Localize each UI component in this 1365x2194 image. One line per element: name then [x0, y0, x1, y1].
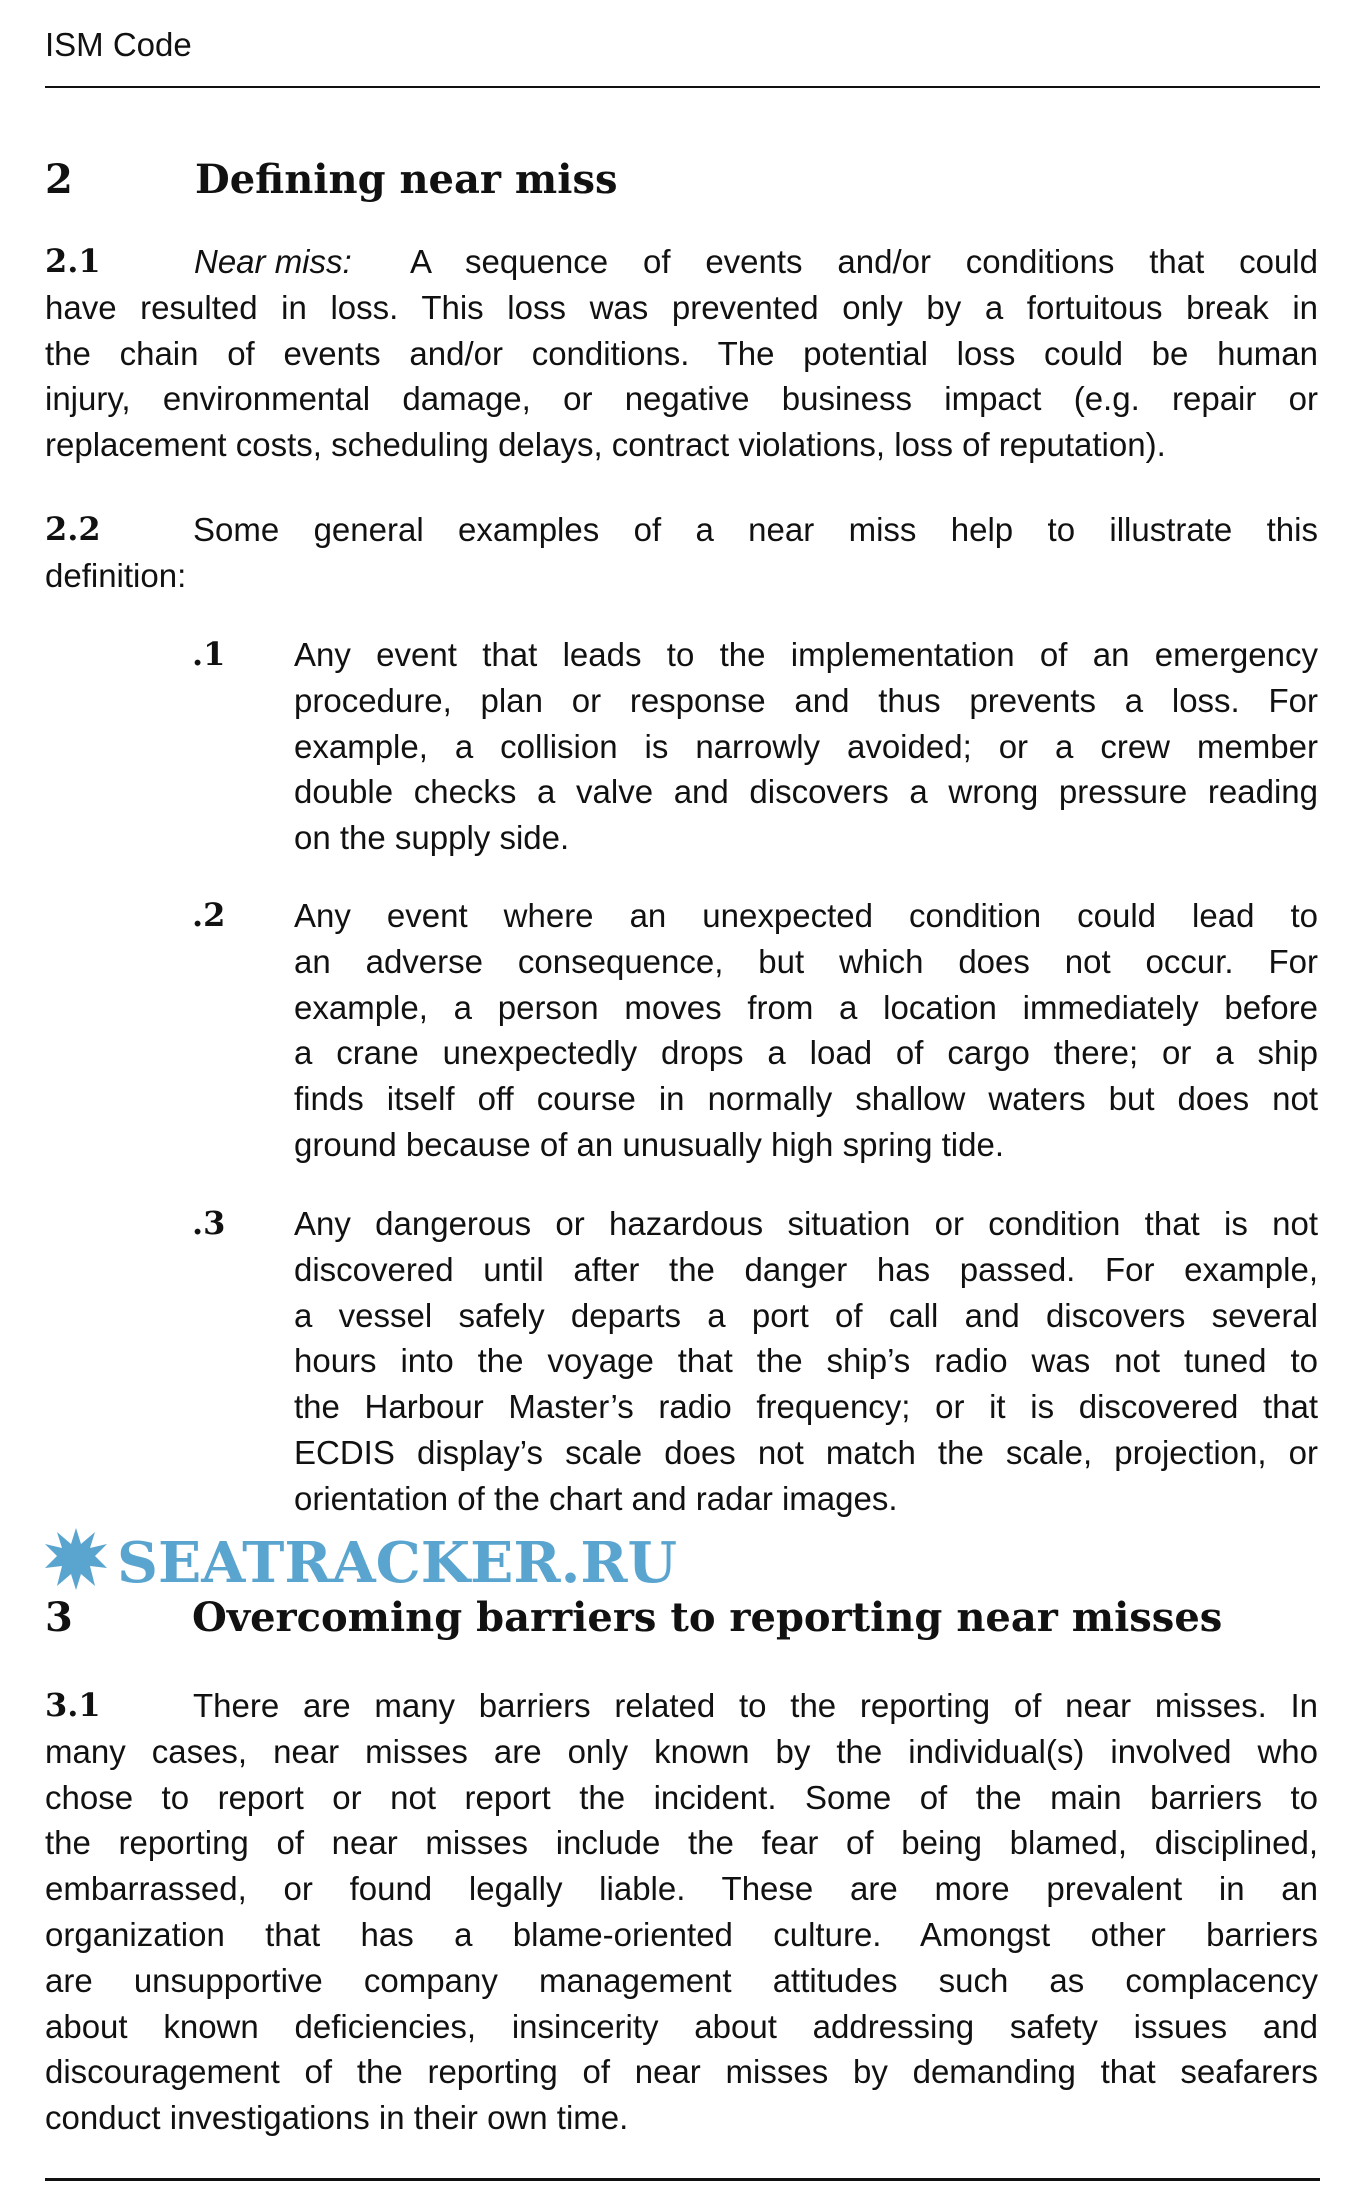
text-line: example, a collision is narrowly avoided; or a crew member	[294, 727, 1318, 765]
list-item-number: .3	[192, 1204, 226, 1242]
text-line: a vessel safely departs a port of call and discovers several	[294, 1296, 1318, 1334]
text-line: are unsupportive company management attitudes such as complacency	[45, 1961, 1318, 1999]
text-line: discouragement of the reporting of near misses by demanding that seafarers	[45, 2053, 1318, 2091]
text-line: a crane unexpectedly drops a load of cargo there; or a ship	[294, 1034, 1318, 1072]
watermark	[45, 1528, 1320, 1590]
para-2-2-number: 2.2	[45, 510, 101, 548]
text-line: hours into the voyage that the ship’s radio was not tuned to	[294, 1342, 1318, 1380]
text-line: have resulted in loss. This loss was prevented only by a fortuitous break in	[45, 288, 1318, 326]
section-3-title: Overcoming barriers to reporting near misses	[192, 1594, 1223, 1641]
text-line: procedure, plan or response and thus prevents a loss. For	[294, 681, 1318, 719]
para-3-1-number: 3.1	[45, 1686, 101, 1724]
list-item	[294, 632, 1318, 861]
text-line: There are many barriers related to the reporting of near misses. In	[193, 1687, 1318, 1724]
text-line: the chain of events and/or conditions. The potential loss could be human	[45, 334, 1318, 372]
text-line: example, a person moves from a location immediately before	[294, 988, 1318, 1026]
header-rule	[45, 86, 1320, 88]
text-line: about known deficiencies, insincerity about addressing safety issues and	[45, 2007, 1318, 2045]
text-line: Any event where an unexpected condition could lead to	[294, 897, 1318, 934]
text-line: discovered until after the danger has passed. For example,	[294, 1250, 1318, 1288]
text-line: the Harbour Master’s radio frequency; or it is discovered that	[294, 1388, 1318, 1426]
text-line: ECDIS display’s scale does not match the scale, projection, or	[294, 1433, 1318, 1471]
list-item	[294, 893, 1318, 1168]
text-line: the reporting of near misses include the fear of being blamed, disciplined,	[45, 1824, 1318, 1862]
text-line: an adverse consequence, but which does not occur. For	[294, 942, 1318, 980]
list-item-number: .2	[192, 896, 226, 934]
para-2-2	[45, 507, 1318, 599]
list-item	[294, 1201, 1318, 1522]
text-line: A sequence of events and/or conditions that could	[410, 243, 1318, 280]
text-line: orientation of the chart and radar images.	[294, 1479, 898, 1517]
section-2-number: 2	[45, 156, 73, 203]
text-line: Some general examples of a near miss help to illustrate this	[193, 511, 1318, 548]
text-line: finds itself off course in normally shallow waters but does not	[294, 1080, 1318, 1118]
text-line: injury, environmental damage, or negative business impact (e.g. repair or	[45, 380, 1318, 418]
footer-rule	[45, 2178, 1320, 2181]
text-line: conduct investigations in their own time.	[45, 2099, 629, 2137]
section-3-number: 3	[45, 1594, 73, 1641]
starburst-icon	[45, 1528, 107, 1590]
text-line: organization that has a blame-oriented culture. Amongst other barriers	[45, 1915, 1318, 1953]
list-item-number: .1	[192, 635, 226, 673]
text-line: chose to report or not report the incident. Some of the main barriers to	[45, 1778, 1318, 1816]
para-2-1-number: 2.1	[45, 242, 101, 280]
term-near-miss: Near miss:	[194, 243, 352, 280]
running-header: ISM Code	[45, 26, 192, 63]
para-3-1	[45, 1683, 1318, 2141]
text-line: replacement costs, scheduling delays, contract violations, loss of reputation).	[45, 426, 1166, 464]
text-line: Any event that leads to the implementation of an emergency	[294, 636, 1318, 673]
text-line: many cases, near misses are only known by the individual(s) involved who	[45, 1732, 1318, 1770]
text-line: double checks a valve and discovers a wrong pressure reading	[294, 773, 1318, 811]
para-2-1	[45, 239, 1318, 468]
section-2-title: Defining near miss	[195, 156, 618, 203]
text-line: embarrassed, or found legally liable. These are more prevalent in an	[45, 1870, 1318, 1908]
text-line: ground because of an unusually high spring tide.	[294, 1125, 1004, 1163]
text-line: definition:	[45, 556, 187, 594]
watermark-text: SEATRACKER.RU	[117, 1530, 677, 1590]
text-line: on the supply side.	[294, 819, 570, 857]
text-line: Any dangerous or hazardous situation or condition that is not	[294, 1205, 1318, 1242]
